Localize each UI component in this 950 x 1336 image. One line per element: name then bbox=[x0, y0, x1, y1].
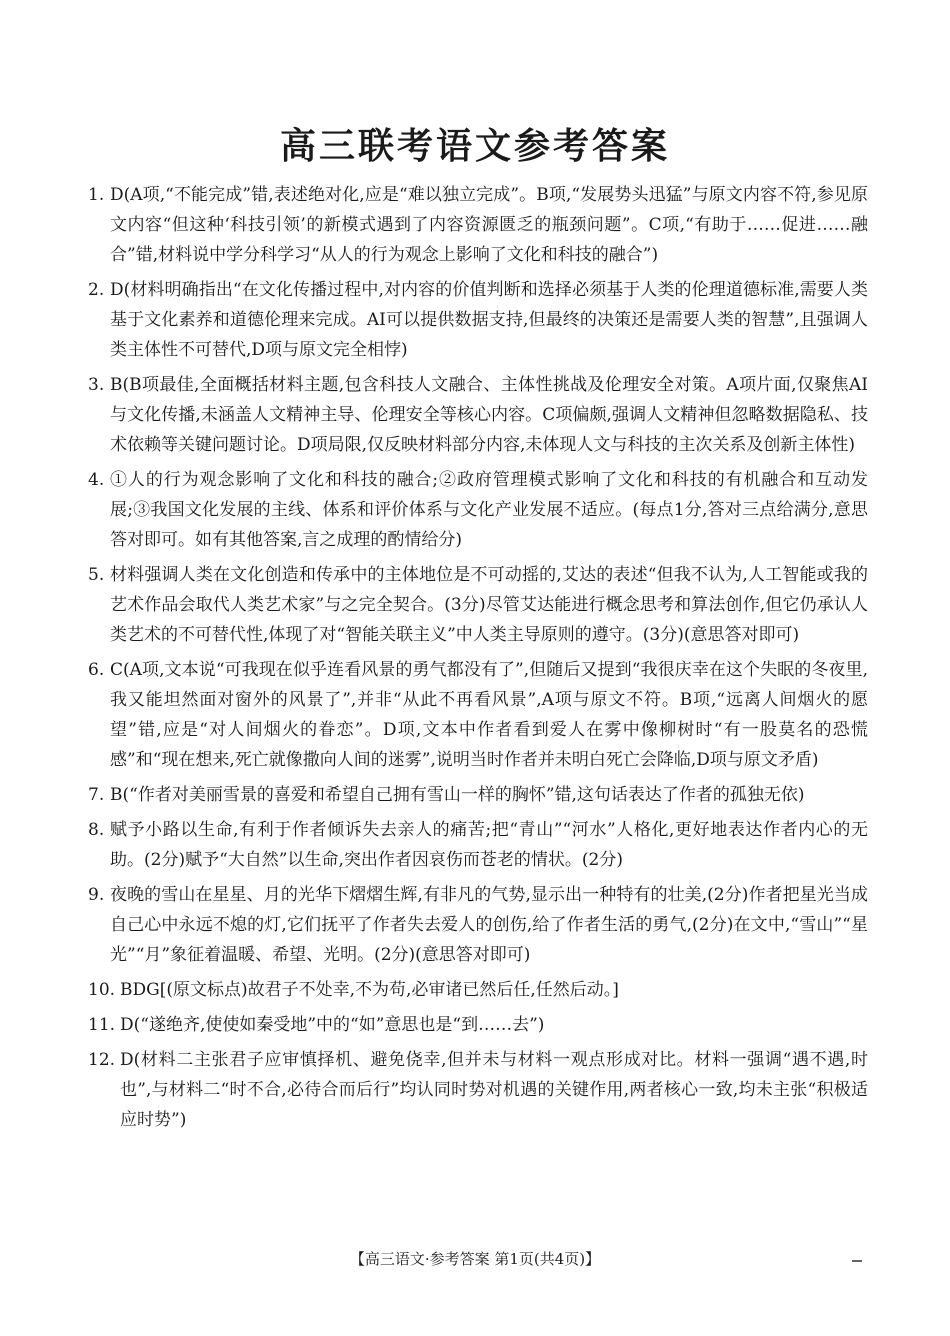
page-footer: 【高三语文·参考答案 第1页(共4页)】 bbox=[349, 1250, 601, 1268]
answer-text: D(“遂绝齐,使使如秦受地”中的“如”意思也是“到……去”) bbox=[120, 1015, 545, 1035]
answer-item bbox=[88, 465, 868, 555]
answer-number: 11. bbox=[88, 1015, 116, 1035]
answer-list bbox=[88, 180, 868, 1140]
answer-number: 12. bbox=[88, 1050, 116, 1070]
answer-text: BDG[(原文标点)故君子不处幸,不为苟,必审诸已然后任,任然后动。] bbox=[120, 980, 619, 1000]
answer-number: 1. bbox=[88, 185, 105, 205]
answer-number: 10. bbox=[88, 980, 116, 1000]
answer-number: 5. bbox=[88, 565, 105, 585]
corner-mark bbox=[852, 1260, 862, 1262]
answer-text: C(A项,文本说“可我现在似乎连看风景的勇气都没有了”,但随后又提到“我很庆幸在这个失眠的冬夜里,我又能坦然面对窗外的风景了”,并非“从此不再看风景”,A项与原文不符。B项,“远离人间烟火的愿望”错,应是“对人间烟火的眷恋”。D项,文本中作者看到爱人在雾中像柳树时“有一股莫名的恐慌感”和“现在想来,死亡就像撒向人间的迷雾”,说明当时作者并未明白死亡会降临,D项与原文矛盾) bbox=[110, 660, 868, 770]
answer-item bbox=[88, 180, 868, 270]
answer-number: 4. bbox=[88, 470, 105, 490]
answer-number: 6. bbox=[88, 660, 105, 680]
answer-number: 2. bbox=[88, 280, 105, 300]
answer-item bbox=[88, 275, 868, 365]
answer-item bbox=[88, 655, 868, 775]
answer-text: D(材料明确指出“在文化传播过程中,对内容的价值判断和选择必须基于人类的伦理道德标准,需要人类基于文化素养和道德伦理来完成。AI可以提供数据支持,但最终的决策还是需要人类的智慧”,且强调人类主体性不可替代,D项与原文完全相悖) bbox=[110, 280, 868, 360]
answer-item bbox=[88, 560, 868, 650]
answer-item bbox=[88, 1010, 868, 1040]
answer-number: 8. bbox=[88, 820, 105, 840]
answer-item bbox=[88, 370, 868, 460]
answer-item bbox=[88, 880, 868, 970]
answer-text: D(材料二主张君子应审慎择机、避免侥幸,但并未与材料一观点形成对比。材料一强调“遇不遇,时也”,与材料二“时不合,必待合而后行”均认同时势对机遇的关键作用,两者核心一致,均未主张“积极适应时势”) bbox=[120, 1050, 868, 1130]
answer-text: 材料强调人类在文化创造和传承中的主体地位是不可动摇的,艾达的表述“但我不认为,人工智能或我的艺术作品会取代人类艺术家”与之完全契合。(3分)尽管艾达能进行概念思考和算法创作,但它仍承认人类艺术的不可替代性,体现了对“智能关联主义”中人类主导原则的遵守。(3分)(意思答对即可) bbox=[110, 565, 868, 645]
answer-number: 9. bbox=[88, 885, 105, 905]
answer-text: B(B项最佳,全面概括材料主题,包含科技人文融合、主体性挑战及伦理安全对策。A项片面,仅聚焦AI与文化传播,未涵盖人文精神主导、伦理安全等核心内容。C项偏颇,强调人文精神但忽略数据隐私、技术依赖等关键问题讨论。D项局限,仅反映材料部分内容,未体现人文与科技的主次关系及创新主体性) bbox=[110, 375, 868, 455]
answer-text: ①人的行为观念影响了文化和科技的融合;②政府管理模式影响了文化和科技的有机融合和互动发展;③我国文化发展的主线、体系和评价体系与文化产业发展不适应。(每点1分,答对三点给满分,意思答对即可。如有其他答案,言之成理的酌情给分) bbox=[110, 470, 868, 550]
answer-text: 夜晚的雪山在星星、月的光华下熠熠生辉,有非凡的气势,显示出一种特有的壮美,(2分)作者把星光当成自己心中永远不熄的灯,它们抚平了作者失去爱人的创伤,给了作者生活的勇气,(2分)在文中,“雪山”“星光”“月”象征着温暖、希望、光明。(2分)(意思答对即可) bbox=[110, 885, 868, 965]
answer-item bbox=[88, 780, 868, 810]
answer-item bbox=[88, 815, 868, 875]
answer-text: B(“作者对美丽雪景的喜爱和希望自己拥有雪山一样的胸怀”错,这句话表达了作者的孤独无依) bbox=[110, 785, 805, 805]
answer-item bbox=[88, 975, 868, 1005]
page-title: 高三联考语文参考答案 bbox=[279, 126, 670, 168]
answer-text: D(A项,“不能完成”错,表述绝对化,应是“难以独立完成”。B项,“发展势头迅猛”与原文内容不符,参见原文内容“但这种‘科技引领’的新模式遇到了内容资源匮乏的瓶颈问题”。C项,“有助于……促进……融合”错,材料说中学分科学习“从人的行为观念上影响了文化和科技的融合”) bbox=[110, 185, 868, 265]
answer-number: 3. bbox=[88, 375, 105, 395]
answer-number: 7. bbox=[88, 785, 105, 805]
answer-text: 赋予小路以生命,有利于作者倾诉失去亲人的痛苦;把“青山”“河水”人格化,更好地表达作者内心的无助。(2分)赋予“大自然”以生命,突出作者因哀伤而苍老的情状。(2分) bbox=[110, 820, 868, 870]
answer-item bbox=[88, 1045, 868, 1135]
